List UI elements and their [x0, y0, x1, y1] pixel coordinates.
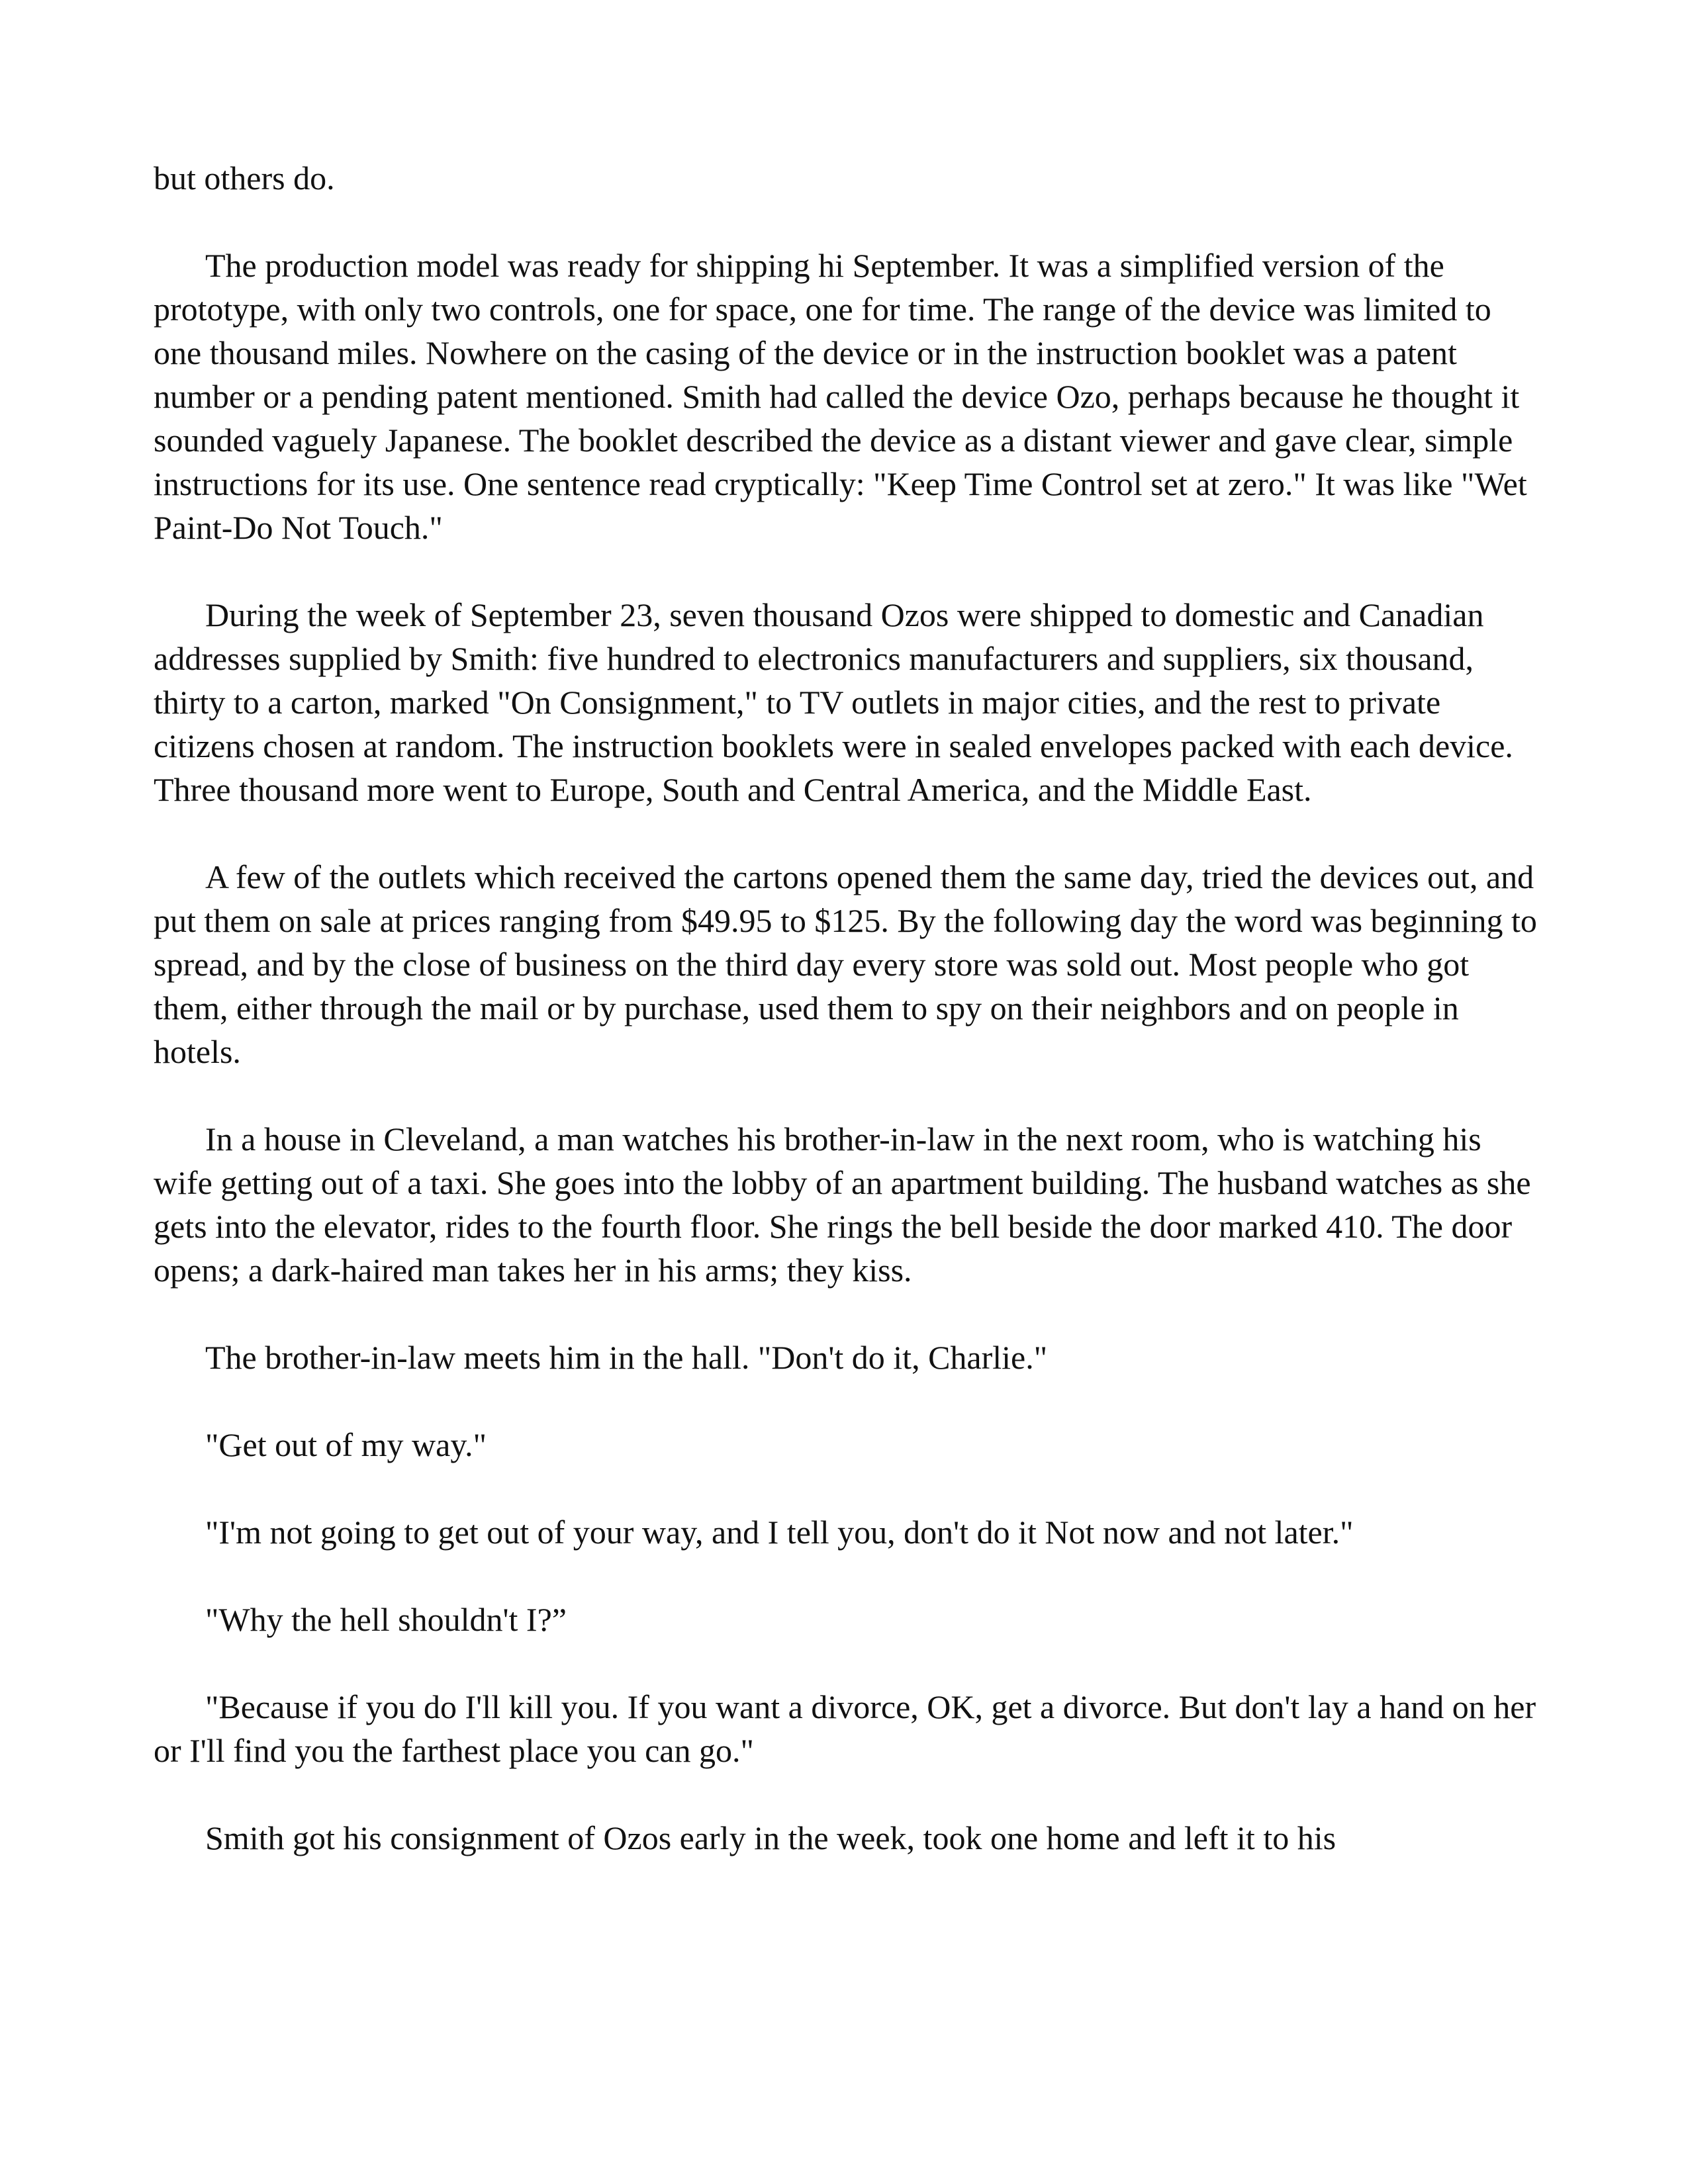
- paragraph-continuation: but others do.: [154, 159, 335, 197]
- paragraph-hall: The brother-in-law meets him in the hall. "Don't do it, Charlie.": [205, 1339, 1048, 1376]
- paragraph-outlets: A few of the outlets which received the cartons opened them the same day, tried the devices out, and put them on sale at prices ranging from $49.95 to $125. By the following day the word was beginning to spread, and by the close of business on the third day every store was sold out. Most people who got them, either through the mail or by purchase, used them to spy on their neighbors and on people in hotels.: [154, 858, 1537, 1070]
- document-page: [154, 156, 1537, 1860]
- paragraph-production-model: The production model was ready for shipping hi September. It was a simplified version of the prototype, with only two controls, one for space, one for time. The range of the device was limited to one thousand miles. Nowhere on the casing of the device or in the instruction booklet was a patent number or a pending patent mentioned. Smith had called the device Ozo, perhaps because he thought it sounded vaguely Japanese. The booklet described the device as a distant viewer and gave clear, simple instructions for its use. One sentence read cryptically: "Keep Time Control set at zero." It was like "Wet Paint-Do Not Touch.": [154, 247, 1527, 546]
- paragraph-why: "Why the hell shouldn't I?”: [205, 1601, 567, 1638]
- paragraph-smith-consignment: Smith got his consignment of Ozos early in the week, took one home and left it to his: [205, 1819, 1336, 1856]
- paragraph-not-going: "I'm not going to get out of your way, and I tell you, don't do it Not now and not later.": [205, 1514, 1354, 1551]
- paragraph-get-out: "Get out of my way.": [205, 1426, 487, 1463]
- paragraph-shipping: During the week of September 23, seven thousand Ozos were shipped to domestic and Canadian addresses supplied by Smith: five hundred to electronics manufacturers and suppliers, six thousand, thirty to a carton, marked "On Consignment," to TV outlets in major cities, and the rest to private citizens chosen at random. The instruction booklets were in sealed envelopes packed with each device. Three thousand more went to Europe, South and Central America, and the Middle East.: [154, 596, 1513, 808]
- paragraph-cleveland: In a house in Cleveland, a man watches his brother-in-law in the next room, who is watching his wife getting out of a taxi. She goes into the lobby of an apartment building. The husband watches as she gets into the elevator, rides to the fourth floor. She rings the bell beside the door marked 410. The door opens; a dark-haired man takes her in his arms; they kiss.: [154, 1120, 1531, 1289]
- paragraph-because: "Because if you do I'll kill you. If you want a divorce, OK, get a divorce. But don't lay a hand on her or I'll find you the farthest place you can go.": [154, 1688, 1536, 1769]
